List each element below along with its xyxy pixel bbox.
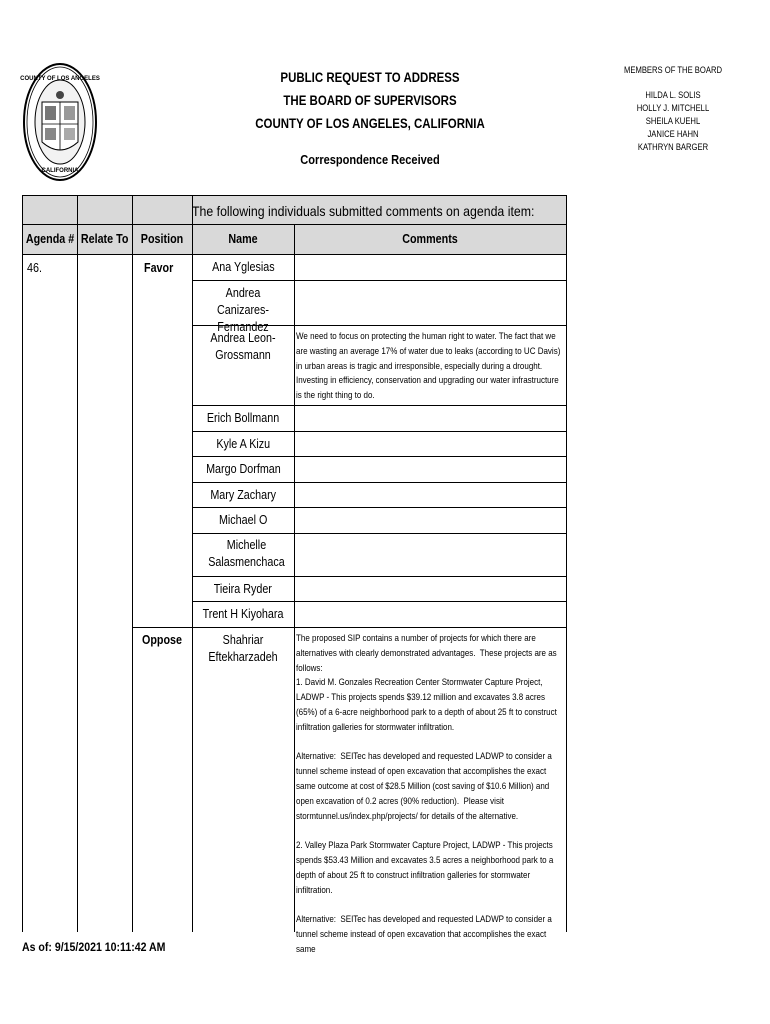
document-subtitle: Correspondence Received <box>300 152 440 167</box>
position-favor: Favor <box>144 261 174 275</box>
as-of-timestamp: As of: 9/15/2021 10:11:42 AM <box>22 940 166 954</box>
board-member: HILDA L. SOLIS <box>645 90 701 100</box>
county-seal <box>22 62 98 182</box>
column-header-position: Position <box>140 232 184 246</box>
commenter-name: Margo Dorfman <box>205 462 281 476</box>
board-member: KATHRYN BARGER <box>637 142 709 152</box>
document-title <box>251 66 489 135</box>
seal-top-text: COUNTY OF LOS ANGELES <box>20 76 100 82</box>
comment-text: The proposed SIP contains a number of projects for which there are alternatives with clearly demonstrated advantages. These projects are as follows: 1. David M. Gonzales Recreation Center Stormwater Capture Project, LADWP - This projects spends $39.12 million and excavates 3.8 acres (65%) of a 6-acre neighborhood park to a depth of about 25 ft to construct infiltration galleries for stormwater infiltration. Alternative: SEITec has developed and requested LADWP to consider a tunnel scheme instead of open excavation that accomplishes the exact same outcome at cost of $28.5 Million (cost saving of $10.6 Million) and open excavation of 0.2 acres (90% reduction). Please visit stormtunnel.us/index.php/projects/ for details of the alternative. 2. Valley Plaza Park Stormwater Capture Project, LADWP - This projects spends $53.43 Million and excavates 3.5 acres a neighborhood park to a depth of about 25 ft to construct infiltration galleries for stormwater infiltration. Alternative: SEITec has developed and requested LADWP to consider a tunnel scheme instead of open excavation that accomplishes the exact same <box>296 633 557 954</box>
board-heading: MEMBERS OF THE BOARD <box>623 65 723 75</box>
commenter-name: Kyle A Kizu <box>216 437 270 451</box>
commenter-name: Michelle Salasmenchaca <box>208 538 285 569</box>
commenter-name: Michael O <box>218 513 268 527</box>
position-oppose: Oppose <box>142 633 183 647</box>
comment-text: We need to focus on protecting the human right to water. The fact that we are wasting an average 17% of water due to leaks (according to UC Davis) in urban areas is tragic and irresponsible, especially during a drought. Investing in efficiency, conservation and upgrading our water infrastructure is the right thing to do. <box>296 331 563 401</box>
board-member: JANICE HAHN <box>647 129 699 139</box>
board-member: HOLLY J. MITCHELL <box>636 103 710 113</box>
column-header-relate-to: Relate To <box>80 232 129 246</box>
title-line-2: THE BOARD OF SUPERVISORS <box>283 93 457 108</box>
board-member: SHEILA KUEHL <box>645 116 701 126</box>
commenter-name: Trent H Kiyohara <box>202 607 284 621</box>
commenter-name: Andrea Leon-Grossmann <box>210 331 276 362</box>
agenda-number: 46. <box>27 261 42 275</box>
title-line-1: PUBLIC REQUEST TO ADDRESS <box>280 70 460 85</box>
column-header-name: Name <box>228 232 258 246</box>
commenter-name: Andrea Canizares-Fernandez <box>217 286 269 334</box>
seal-bottom-text: CALIFORNIA <box>41 168 79 174</box>
announcement-text: The following individuals submitted comments on agenda item: <box>192 203 535 219</box>
commenter-name: Shahriar Eftekharzadeh <box>208 633 278 664</box>
commenter-name: Erich Bollmann <box>206 411 280 425</box>
commenter-name: Ana Yglesias <box>211 260 275 274</box>
column-header-agenda: Agenda # <box>25 232 75 246</box>
commenter-name: Mary Zachary <box>210 488 276 502</box>
title-line-3: COUNTY OF LOS ANGELES, CALIFORNIA <box>255 116 485 131</box>
column-header-comments: Comments <box>402 232 458 246</box>
commenter-name: Tieira Ryder <box>213 582 273 596</box>
board-members <box>619 64 726 154</box>
